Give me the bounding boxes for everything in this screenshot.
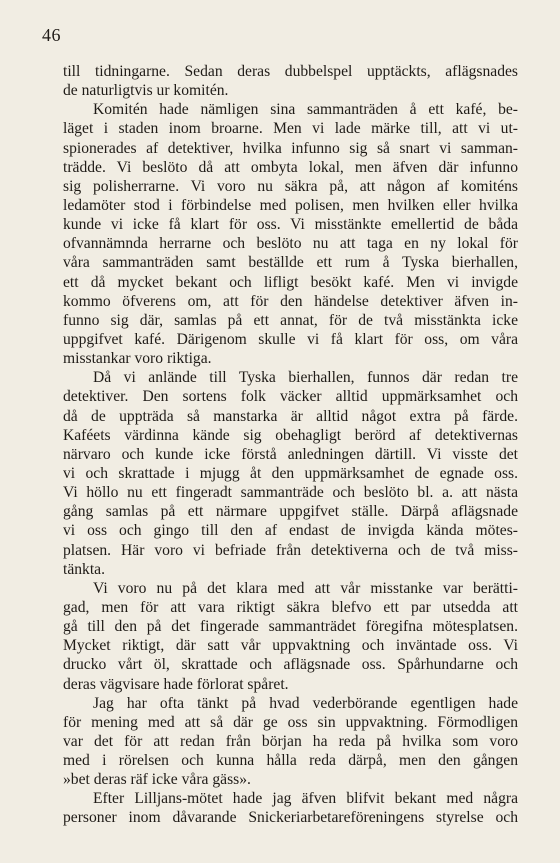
text-line: Efter Lilljans-mötet hade jag äfven blifvit bekant med några (93, 790, 518, 808)
text-line: detektiver. Den sortens folk väcker alltid uppmärksamhet och (63, 388, 518, 406)
text-line: gå till den på det fingerade sammanträdet föregifna mötesplatsen. (63, 618, 518, 636)
text-line: misstankar voro riktiga. (63, 350, 212, 368)
text-line: ofvannämnda herrarne och beslöto nu att taga en ny lokal för (63, 235, 518, 253)
text-line: sig polisherrarne. Vi voro nu säkra på, att någon af komiténs (63, 177, 518, 195)
text-line: trädde. Vi beslöto då att ombyta lokal, men äfven där infunno (63, 158, 518, 176)
text-line: de naturligtvis ur komitén. (63, 82, 229, 100)
text-line: Vi voro nu på det klara med att vår misstanke var berätti- (93, 579, 518, 597)
text-line: till tidningarne. Sedan deras dubbelspel upptäckts, aflägsnades (63, 63, 518, 80)
text-line: Då vi anlände till Tyska bierhallen, funnos där redan tre (93, 369, 518, 387)
text-line: Mycket riktigt, där satt vår uppvaktning och inväntade oss. Vi (63, 637, 518, 655)
text-line: gång samlas på ett närmare uppgifvet ställe. Därpå aflägsnade (63, 503, 518, 521)
text-line: kommo öfverens om, att för den händelse detektiver äfven in- (63, 292, 518, 310)
text-line: med i rörelsen och kunna hålla reda därpå, men den gången (63, 752, 518, 770)
text-line: uppgifvet kafé. Därigenom skulle vi få klart för oss, om våra (63, 330, 518, 348)
text-line: gad, men för att vara riktigt säkra blefvo ett par utsedda att (63, 598, 518, 616)
text-line: kunde vi icke få klart för oss. Vi misstänkte emellertid de båda (63, 216, 518, 234)
text-line: vi oss och gingo till den af endast de invigda kända mötes- (63, 522, 518, 540)
text-line: Vi höllo nu ett fingeradt sammanträde och beslöto bl. a. att nästa (63, 484, 518, 502)
text-line: platsen. Här voro vi befriade från detektiverna och de två miss- (63, 541, 518, 559)
text-line: vi och skrattade i mjugg åt den uppmärksamhet de egnade oss. (63, 464, 518, 482)
text-line: närvaro och kunde icke förstå anledningen därtill. Vi visste det (63, 445, 518, 463)
text-line: spionerades af detektiver, hvilka infunno sig så snart vi samman- (63, 139, 518, 157)
text-line: drucko vårt öl, skrattade och aflägsnade oss. Spårhundarne och (63, 656, 518, 674)
text-line: var det för att redan från början ha reda på hvilka som voro (63, 732, 518, 750)
text-line: deras vägvisare hade förlorat spåret. (63, 675, 289, 693)
text-line: våra sammanträden samt beställde ett rum å Tyska bierhallen, (63, 254, 518, 272)
text-line: tänkta. (63, 560, 105, 578)
text-line: ledamöter stod i förbindelse med polisen, men hvilken eller hvilka (63, 196, 518, 214)
text-line: för mening med att så där ge oss sin uppvaktning. Förmodligen (63, 713, 518, 731)
text-line: läget i staden inom broarne. Men vi lade märke till, att vi ut- (63, 120, 518, 138)
text-line: Komitén hade nämligen sina sammanträden å ett kafé, be- (93, 101, 518, 119)
text-line: »bet deras räf icke våra gäss». (63, 771, 251, 789)
text-line: Jag har ofta tänkt på hvad vederbörande egentligen hade (93, 694, 518, 712)
body-text (63, 62, 518, 828)
page-number: 46 (42, 25, 61, 45)
text-line: funno sig där, samlas på ett annat, för de två misstänkta icke (63, 311, 518, 329)
text-line: då de uppträda så manstarka är alltid något extra på färde. (63, 407, 518, 425)
text-line: Kaféets värdinna kände sig obehagligt berörd af detektivernas (63, 426, 518, 444)
text-line: personer inom dåvarande Snickeriarbetareföreningens styrelse och (63, 809, 518, 827)
text-line: ett då mycket bekant och lifligt besökt kafé. Men vi invigde (63, 273, 518, 291)
